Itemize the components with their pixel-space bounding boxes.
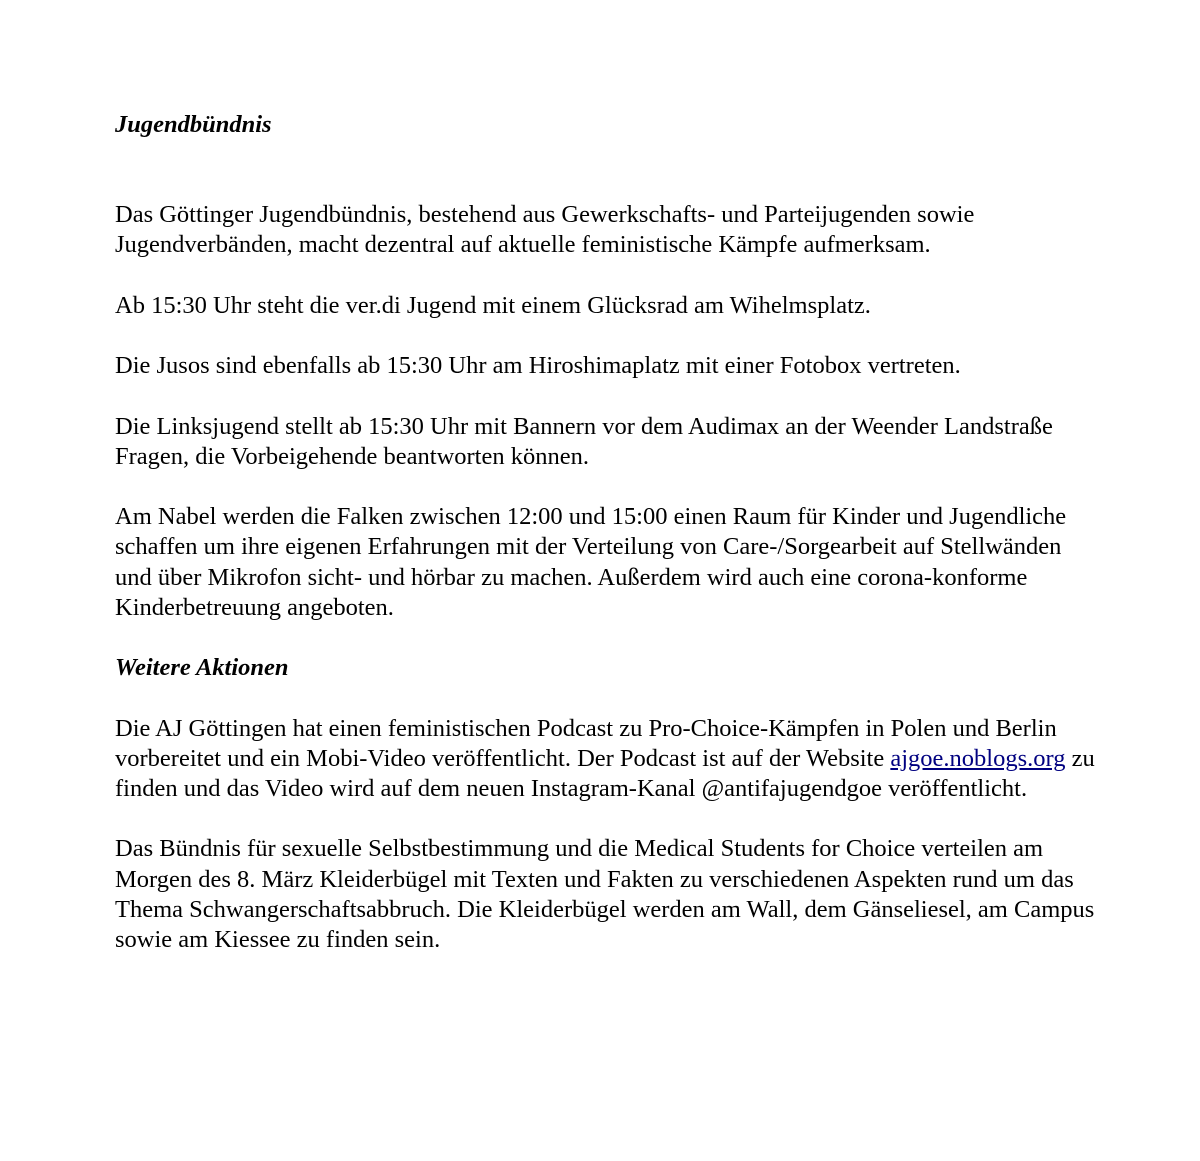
paragraph-aj-goettingen [115, 714, 1095, 805]
spacer [115, 381, 1095, 411]
spacer [115, 261, 1095, 291]
website-link[interactable]: ajgoe.noblogs.org [890, 744, 1066, 772]
paragraph-falken: Am Nabel werden die Falken zwischen 12:00 und 15:00 einen Raum für Kinder und Jugendliche schaffen um ihre eigenen Erfahrungen mit der Verteilung von Care-/Sorgearbeit auf Stellwänden und über Mikrofon sicht- und hörbar zu machen. Außerdem wird auch eine corona-konforme Kinderbetreuung angeboten. [115, 503, 1067, 621]
paragraph-buendnis-selbstbestimmung: Das Bündnis für sexuelle Selbstbestimmung und die Medical Students for Choice verteilen am Morgen des 8. März Kleiderbügel mit Texten und Fakten zu verschiedenen Aspekten rund um das Thema Schwangerschaftsabbruch. Die Kleiderbügel werden am Wall, dem Gänseliesel, am Campus sowie am Kiessee zu finden sein. [115, 835, 1095, 953]
spacer [115, 140, 1095, 200]
paragraph-verdi: Ab 15:30 Uhr steht die ver.di Jugend mit einem Glücksrad am Wihelmsplatz. [115, 291, 871, 319]
spacer [115, 321, 1095, 351]
aj-text-before-link: Die AJ Göttingen hat einen feministischen Podcast zu Pro-Choice-Kämpfen in Polen und Berlin vorbereitet und ein Mobi-Video veröffentlicht. Der Podcast ist auf der Website [115, 714, 1057, 772]
section-heading-jugendbuendnis: Jugendbündnis [115, 111, 272, 138]
spacer [115, 804, 1095, 834]
paragraph-jusos: Die Jusos sind ebenfalls ab 15:30 Uhr am Hiroshimaplatz mit einer Fotobox vertreten. [115, 352, 961, 380]
spacer [115, 472, 1095, 502]
section-heading-weitere-aktionen: Weitere Aktionen [115, 654, 289, 682]
aj-text-after-link: zu finden und das Video wird auf dem neuen Instagram-Kanal @antifajugendgoe veröffentlicht. [115, 744, 1095, 802]
document-page [115, 110, 1095, 955]
spacer [115, 623, 1095, 653]
paragraph-intro: Das Göttinger Jugendbündnis, bestehend aus Gewerkschafts- und Parteijugenden sowie Jugendverbänden, macht dezentral auf aktuelle feministische Kämpfe aufmerksam. [115, 201, 975, 259]
spacer [115, 683, 1095, 713]
paragraph-linksjugend: Die Linksjugend stellt ab 15:30 Uhr mit Bannern vor dem Audimax an der Weender Landstraße Fragen, die Vorbeigehende beantworten können. [115, 412, 1053, 470]
